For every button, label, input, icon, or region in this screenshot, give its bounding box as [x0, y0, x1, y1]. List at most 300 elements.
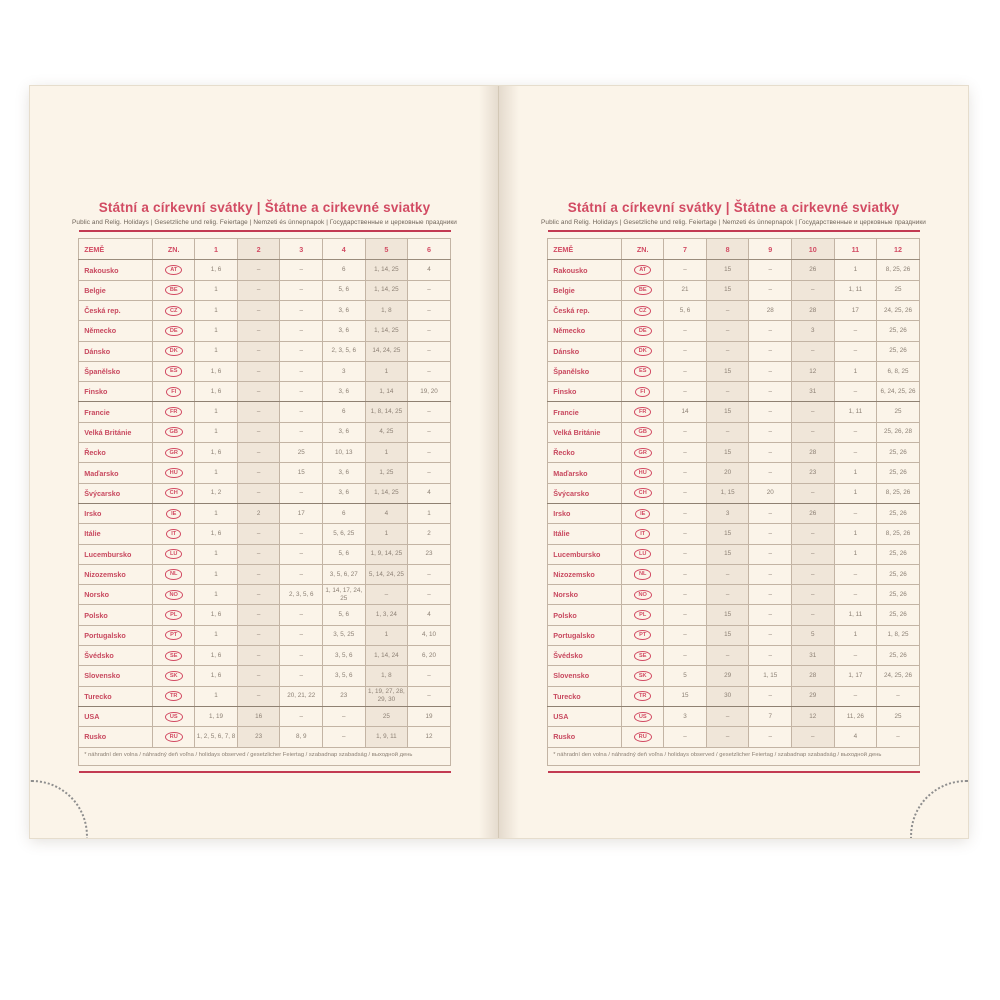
holiday-dates-cell: 25, 26	[877, 544, 920, 564]
country-code-badge: RU	[634, 732, 652, 742]
table-row	[548, 585, 920, 605]
holiday-dates-cell: 19	[408, 706, 451, 726]
table-row	[79, 300, 451, 320]
country-name: Portugalsko	[79, 625, 153, 645]
holiday-dates-cell: 25, 26, 28	[877, 422, 920, 442]
country-code-badge: PL	[165, 610, 182, 620]
holiday-dates-cell: –	[237, 646, 280, 666]
holiday-dates-cell: –	[877, 727, 920, 747]
holiday-dates-cell: 1, 19, 27, 28, 29, 30	[365, 686, 408, 706]
country-code-cell	[153, 727, 195, 747]
country-code-cell	[622, 625, 664, 645]
holiday-dates-cell: –	[365, 585, 408, 605]
holiday-dates-cell: 8, 9	[280, 727, 323, 747]
country-name: Česká rep.	[548, 300, 622, 320]
holiday-dates-cell: 4	[408, 605, 451, 625]
country-code-badge: FI	[166, 387, 181, 397]
table-row	[79, 443, 451, 463]
country-code-cell	[153, 260, 195, 280]
holiday-dates-cell: 23	[323, 686, 366, 706]
right-page	[499, 86, 968, 838]
country-name: Belgie	[548, 280, 622, 300]
country-code-badge: GR	[165, 448, 183, 458]
page-title: Státní a církevní svátky | Štátne a cirkevné sviatky	[567, 200, 900, 215]
holiday-dates-cell: 29	[706, 666, 749, 686]
table-row	[79, 544, 451, 564]
table-row	[79, 564, 451, 584]
country-name: Řecko	[548, 443, 622, 463]
holiday-dates-cell: –	[706, 585, 749, 605]
month-header-cell: 6	[408, 239, 451, 260]
holiday-dates-cell: –	[408, 300, 451, 320]
holiday-dates-cell: 1, 2	[195, 483, 238, 503]
holiday-dates-cell: 3	[323, 361, 366, 381]
holiday-dates-cell: 1, 15	[749, 666, 792, 686]
holiday-dates-cell: –	[664, 463, 707, 483]
country-name: Turecko	[548, 686, 622, 706]
country-code-badge: RU	[165, 732, 183, 742]
holiday-dates-cell: –	[792, 422, 835, 442]
holiday-dates-cell: 5	[664, 666, 707, 686]
holiday-dates-cell: 16	[237, 706, 280, 726]
country-code-badge: PT	[634, 630, 651, 640]
country-name: Německo	[548, 321, 622, 341]
holiday-dates-cell: 5	[792, 625, 835, 645]
holiday-dates-cell: 2	[237, 503, 280, 523]
holiday-dates-cell: –	[749, 361, 792, 381]
country-name: Dánsko	[548, 341, 622, 361]
holiday-dates-cell: –	[834, 686, 877, 706]
table-row	[79, 402, 451, 422]
country-code-badge: FR	[634, 407, 651, 417]
country-name: Norsko	[79, 585, 153, 605]
holiday-dates-cell: –	[237, 422, 280, 442]
holiday-dates-cell: 15	[706, 605, 749, 625]
holiday-dates-cell: –	[749, 443, 792, 463]
header-row	[79, 239, 451, 260]
holiday-dates-cell: –	[237, 524, 280, 544]
holiday-dates-cell: 5, 6	[323, 544, 366, 564]
holiday-dates-cell: –	[237, 666, 280, 686]
country-name: Švédsko	[79, 646, 153, 666]
country-code-cell	[622, 503, 664, 523]
holiday-dates-cell: 1	[834, 483, 877, 503]
holiday-dates-cell: –	[792, 524, 835, 544]
country-code-badge: DE	[634, 326, 652, 336]
holiday-dates-cell: 1	[195, 463, 238, 483]
holiday-dates-cell: –	[706, 341, 749, 361]
holiday-dates-cell: 2, 3, 5, 6	[323, 341, 366, 361]
holiday-dates-cell: –	[749, 564, 792, 584]
holiday-dates-cell: –	[706, 706, 749, 726]
table-row	[79, 585, 451, 605]
holiday-dates-cell: –	[280, 341, 323, 361]
perforated-corner-arc	[30, 780, 88, 838]
page-subtitle: Public and Relig. Holidays | Gesetzliche und relig. Feiertage | Nemzeti és ünnepnapok | Государственные и церковные праздники	[541, 219, 926, 226]
holiday-dates-cell: 6	[323, 503, 366, 523]
holiday-dates-cell: –	[237, 564, 280, 584]
holiday-dates-cell: 28	[749, 300, 792, 320]
holiday-dates-cell: –	[280, 666, 323, 686]
holiday-dates-cell: –	[323, 727, 366, 747]
holiday-dates-cell: 15	[706, 544, 749, 564]
holiday-dates-cell: –	[280, 524, 323, 544]
holiday-dates-cell: 1, 14, 25	[365, 321, 408, 341]
month-header-cell: 9	[749, 239, 792, 260]
month-header-cell: 11	[834, 239, 877, 260]
holiday-dates-cell: 25, 26	[877, 341, 920, 361]
country-code-cell	[622, 402, 664, 422]
holiday-dates-cell: 1	[195, 300, 238, 320]
holiday-dates-cell: –	[280, 544, 323, 564]
holiday-dates-cell: –	[408, 585, 451, 605]
holiday-dates-cell: 25, 26	[877, 564, 920, 584]
country-name: Turecko	[79, 686, 153, 706]
holiday-dates-cell: –	[408, 280, 451, 300]
month-header-cell: 8	[706, 239, 749, 260]
holiday-dates-cell: 1, 14, 25	[365, 483, 408, 503]
country-name: Švýcarsko	[548, 483, 622, 503]
holiday-dates-cell: –	[280, 361, 323, 381]
holiday-dates-cell: –	[280, 564, 323, 584]
holiday-dates-cell: 8, 25, 26	[877, 483, 920, 503]
country-name: Finsko	[548, 382, 622, 402]
holiday-dates-cell: 1	[834, 524, 877, 544]
holiday-dates-cell: 3, 5, 6, 27	[323, 564, 366, 584]
table-row	[79, 727, 451, 747]
holiday-dates-cell: 1, 8, 25	[877, 625, 920, 645]
holiday-dates-cell: 1, 6	[195, 361, 238, 381]
country-code-cell	[153, 646, 195, 666]
country-code-cell	[153, 666, 195, 686]
table-row	[79, 686, 451, 706]
country-code-cell	[622, 686, 664, 706]
table-row	[548, 422, 920, 442]
holiday-dates-cell: 17	[280, 503, 323, 523]
country-code-badge: CZ	[165, 306, 182, 316]
country-code-badge: LU	[634, 549, 651, 559]
holiday-dates-cell: 1, 6	[195, 382, 238, 402]
holiday-dates-cell: 11, 26	[834, 706, 877, 726]
country-name: Španělsko	[79, 361, 153, 381]
holiday-dates-cell: 8, 25, 26	[877, 524, 920, 544]
holiday-dates-cell: 26	[792, 503, 835, 523]
month-header-cell: 12	[877, 239, 920, 260]
country-header-cell: ZEMĚ	[548, 239, 622, 260]
holiday-dates-cell: –	[706, 646, 749, 666]
holiday-dates-cell: 25, 26	[877, 585, 920, 605]
holiday-dates-cell: –	[664, 260, 707, 280]
table-row	[548, 402, 920, 422]
holiday-dates-cell: 25, 26	[877, 321, 920, 341]
holiday-dates-cell: 1, 17	[834, 666, 877, 686]
country-code-badge: LU	[165, 549, 182, 559]
holiday-dates-cell: 1	[365, 443, 408, 463]
country-code-cell	[622, 605, 664, 625]
holiday-dates-cell: –	[280, 321, 323, 341]
country-code-cell	[153, 382, 195, 402]
holiday-dates-cell: 1, 8, 14, 25	[365, 402, 408, 422]
holiday-dates-cell: 1, 6	[195, 260, 238, 280]
holiday-dates-cell: 1, 11	[834, 280, 877, 300]
table-body	[79, 260, 451, 747]
table-row	[548, 727, 920, 747]
country-name: USA	[79, 706, 153, 726]
holiday-dates-cell: –	[834, 443, 877, 463]
holiday-dates-cell: 30	[706, 686, 749, 706]
table-row	[79, 361, 451, 381]
holiday-dates-cell: 7	[749, 706, 792, 726]
holiday-dates-cell: 1, 15	[706, 483, 749, 503]
holiday-dates-cell: 25	[877, 402, 920, 422]
holiday-dates-cell: 25	[280, 443, 323, 463]
code-header-cell: ZN.	[622, 239, 664, 260]
holiday-dates-cell: 12	[792, 361, 835, 381]
country-code-badge: FI	[635, 387, 650, 397]
table-row	[548, 666, 920, 686]
holiday-dates-cell: 1	[195, 625, 238, 645]
holiday-dates-cell: 19, 20	[408, 382, 451, 402]
holiday-dates-cell: –	[664, 503, 707, 523]
holiday-dates-cell: 1, 6	[195, 666, 238, 686]
holiday-dates-cell: –	[834, 341, 877, 361]
month-header-cell: 5	[365, 239, 408, 260]
country-code-badge: CH	[634, 488, 652, 498]
country-name: Itálie	[548, 524, 622, 544]
holiday-dates-cell: –	[237, 625, 280, 645]
country-code-badge: NO	[165, 590, 183, 600]
holiday-dates-cell: –	[706, 727, 749, 747]
country-name: Švýcarsko	[79, 483, 153, 503]
country-name: Irsko	[79, 503, 153, 523]
country-name: Česká rep.	[79, 300, 153, 320]
holiday-dates-cell: –	[706, 564, 749, 584]
holiday-dates-cell: 1, 6	[195, 524, 238, 544]
holiday-dates-cell: 15	[664, 686, 707, 706]
country-code-cell	[153, 605, 195, 625]
holiday-dates-cell: –	[792, 585, 835, 605]
country-code-cell	[153, 564, 195, 584]
table-row	[79, 503, 451, 523]
country-name: Lucembursko	[548, 544, 622, 564]
holiday-dates-cell: 1	[408, 503, 451, 523]
holiday-dates-cell: –	[664, 727, 707, 747]
holiday-dates-cell: –	[237, 443, 280, 463]
holiday-dates-cell: –	[749, 544, 792, 564]
holiday-dates-cell: –	[877, 686, 920, 706]
holiday-dates-cell: 1, 2, 5, 6, 7, 8	[195, 727, 238, 747]
country-code-cell	[153, 402, 195, 422]
holiday-dates-cell: 1, 25	[365, 463, 408, 483]
holiday-dates-cell: –	[664, 605, 707, 625]
holiday-dates-cell: 25	[365, 706, 408, 726]
holiday-dates-cell: 29	[792, 686, 835, 706]
country-code-badge: GB	[634, 427, 652, 437]
holiday-dates-cell: –	[664, 483, 707, 503]
table-row	[548, 706, 920, 726]
holiday-dates-cell: 5, 6, 25	[323, 524, 366, 544]
table-row	[548, 280, 920, 300]
holiday-dates-cell: 10, 13	[323, 443, 366, 463]
title-divider-rule	[548, 230, 920, 232]
holiday-dates-cell: 24, 25, 26	[877, 666, 920, 686]
country-code-cell	[153, 483, 195, 503]
holiday-dates-cell: 8, 25, 26	[877, 260, 920, 280]
holiday-dates-cell: 1, 19	[195, 706, 238, 726]
holiday-dates-cell: 2, 3, 5, 6	[280, 585, 323, 605]
country-code-cell	[622, 361, 664, 381]
table-row	[548, 646, 920, 666]
country-name: Nizozemsko	[79, 564, 153, 584]
country-name: Portugalsko	[548, 625, 622, 645]
bottom-rule	[548, 771, 920, 773]
country-code-cell	[622, 300, 664, 320]
country-code-cell	[622, 280, 664, 300]
country-code-cell	[622, 321, 664, 341]
table-row	[548, 361, 920, 381]
holiday-dates-cell: 15	[706, 280, 749, 300]
holiday-dates-cell: 23	[408, 544, 451, 564]
table-row	[548, 686, 920, 706]
holiday-dates-cell: 3, 6	[323, 321, 366, 341]
country-code-badge: ES	[165, 366, 182, 376]
holiday-dates-cell: 15	[706, 361, 749, 381]
holiday-dates-cell: –	[280, 625, 323, 645]
month-header-cell: 2	[237, 239, 280, 260]
holiday-dates-cell: 12	[408, 727, 451, 747]
holiday-dates-cell: –	[237, 544, 280, 564]
holiday-dates-cell: 1, 8	[365, 666, 408, 686]
holiday-dates-cell: –	[749, 260, 792, 280]
table-header	[79, 239, 451, 260]
holiday-table-right	[547, 238, 920, 765]
holiday-dates-cell: –	[280, 646, 323, 666]
country-code-badge: CH	[165, 488, 183, 498]
country-code-badge: AT	[165, 265, 182, 275]
table-row	[548, 564, 920, 584]
code-header-cell: ZN.	[153, 239, 195, 260]
holiday-dates-cell: –	[749, 503, 792, 523]
country-name: Nizozemsko	[548, 564, 622, 584]
country-code-cell	[153, 463, 195, 483]
holiday-dates-cell: –	[237, 686, 280, 706]
holiday-dates-cell: –	[749, 280, 792, 300]
header-row	[548, 239, 920, 260]
holiday-dates-cell: 25	[877, 280, 920, 300]
country-name: Rakousko	[79, 260, 153, 280]
table-row	[548, 260, 920, 280]
holiday-dates-cell: 1	[195, 341, 238, 361]
holiday-dates-cell: –	[237, 605, 280, 625]
holiday-dates-cell: –	[834, 564, 877, 584]
holiday-dates-cell: 28	[792, 666, 835, 686]
holiday-dates-cell: 15	[280, 463, 323, 483]
holiday-dates-cell: –	[792, 727, 835, 747]
holiday-dates-cell: 20	[749, 483, 792, 503]
table-row	[79, 605, 451, 625]
holiday-dates-cell: –	[834, 585, 877, 605]
country-code-badge: AT	[634, 265, 651, 275]
holiday-dates-cell: –	[237, 483, 280, 503]
country-code-cell	[622, 341, 664, 361]
holiday-dates-cell: 3	[664, 706, 707, 726]
country-code-cell	[622, 443, 664, 463]
month-header-cell: 3	[280, 239, 323, 260]
holiday-dates-cell: 25, 26	[877, 605, 920, 625]
holiday-dates-cell: 3, 6	[323, 463, 366, 483]
country-code-cell	[153, 625, 195, 645]
holiday-dates-cell: 1	[834, 544, 877, 564]
holiday-dates-cell: –	[280, 280, 323, 300]
holiday-dates-cell: –	[664, 524, 707, 544]
holiday-dates-cell: –	[664, 443, 707, 463]
country-code-cell	[622, 260, 664, 280]
holiday-dates-cell: 14	[664, 402, 707, 422]
holiday-dates-cell: –	[834, 646, 877, 666]
holiday-dates-cell: –	[749, 463, 792, 483]
table-row	[79, 341, 451, 361]
country-name: Řecko	[79, 443, 153, 463]
country-code-badge: BE	[165, 285, 183, 295]
holiday-dates-cell: 4	[834, 727, 877, 747]
holiday-dates-cell: –	[749, 605, 792, 625]
holiday-dates-cell: 28	[792, 300, 835, 320]
holiday-dates-cell: –	[749, 341, 792, 361]
holiday-dates-cell: 4	[408, 483, 451, 503]
country-code-badge: SK	[634, 671, 652, 681]
holiday-dates-cell: 25, 26	[877, 503, 920, 523]
table-row	[79, 280, 451, 300]
country-code-badge: DK	[634, 346, 652, 356]
country-code-cell	[153, 321, 195, 341]
table-row	[79, 463, 451, 483]
holiday-dates-cell: 1	[365, 625, 408, 645]
country-code-badge: TR	[634, 691, 651, 701]
holiday-dates-cell: –	[664, 422, 707, 442]
holiday-dates-cell: 5, 6	[664, 300, 707, 320]
holiday-dates-cell: 5, 6	[323, 280, 366, 300]
holiday-dates-cell: –	[323, 706, 366, 726]
country-name: Francie	[548, 402, 622, 422]
holiday-dates-cell: 4, 10	[408, 625, 451, 645]
holiday-dates-cell: 1	[834, 260, 877, 280]
country-code-cell	[622, 666, 664, 686]
holiday-dates-cell: 6	[323, 260, 366, 280]
holiday-dates-cell: 5, 14, 24, 25	[365, 564, 408, 584]
holiday-dates-cell: 14, 24, 25	[365, 341, 408, 361]
country-code-badge: FR	[165, 407, 182, 417]
holiday-dates-cell: –	[792, 402, 835, 422]
table-row	[548, 382, 920, 402]
country-code-badge: SK	[165, 671, 183, 681]
holiday-dates-cell: 1	[195, 686, 238, 706]
holiday-dates-cell: –	[664, 382, 707, 402]
holiday-dates-cell: 1, 11	[834, 402, 877, 422]
country-code-badge: NL	[634, 569, 651, 579]
holiday-dates-cell: 6, 20	[408, 646, 451, 666]
holiday-dates-cell: 6, 8, 25	[877, 361, 920, 381]
month-header-cell: 7	[664, 239, 707, 260]
country-code-cell	[622, 564, 664, 584]
country-code-badge: HU	[634, 468, 652, 478]
holiday-dates-cell: 1, 14, 17, 24, 25	[323, 585, 366, 605]
holiday-dates-cell: –	[237, 361, 280, 381]
holiday-dates-cell: –	[408, 666, 451, 686]
holiday-dates-cell: 1, 11	[834, 605, 877, 625]
holiday-dates-cell: –	[664, 625, 707, 645]
holiday-dates-cell: –	[706, 382, 749, 402]
holiday-dates-cell: –	[237, 280, 280, 300]
